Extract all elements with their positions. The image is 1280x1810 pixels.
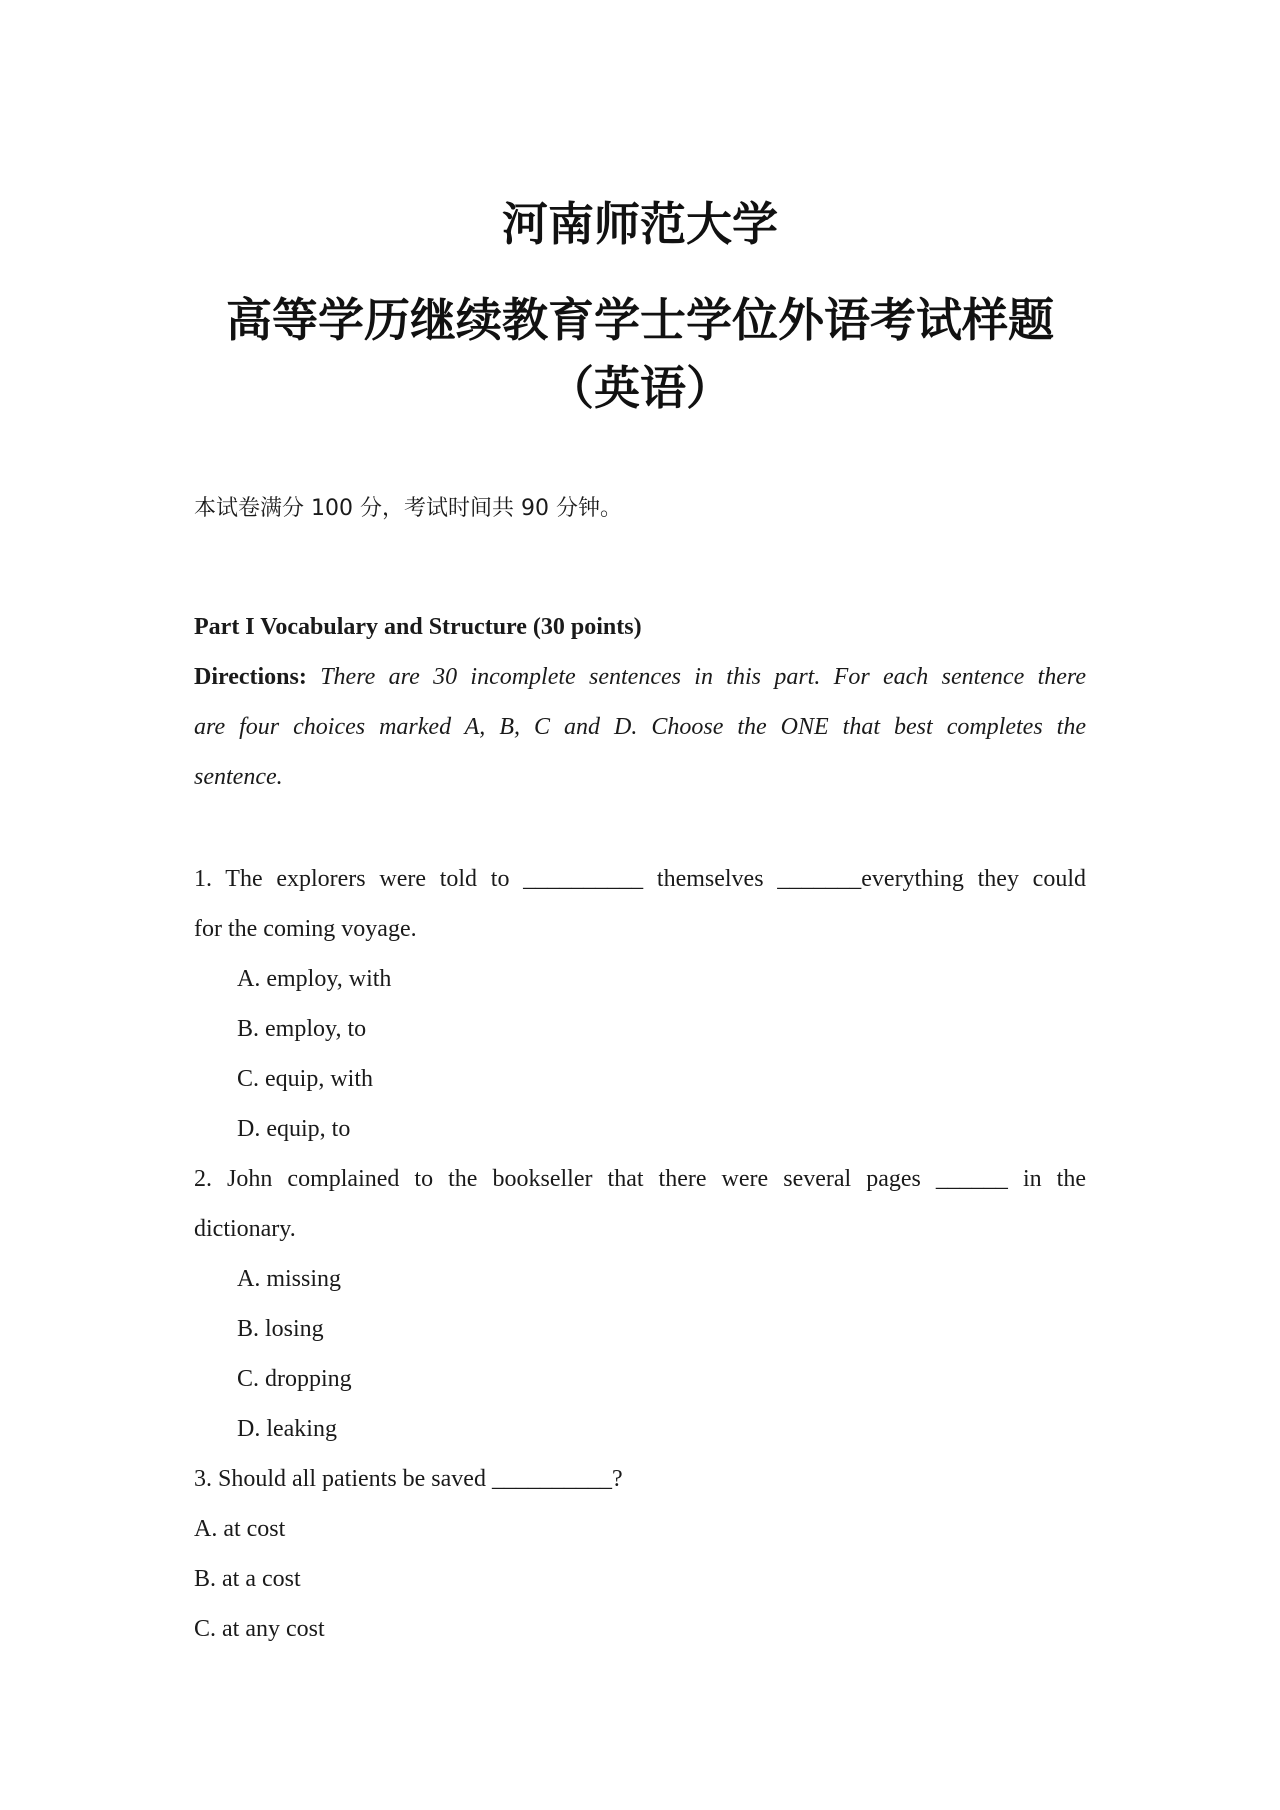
exam-intro: 本试卷满分 100 分，考试时间共 90 分钟。 [194,496,622,521]
directions-text-1: There are 30 incomplete sentences in this part. For each sentence there [306,664,1086,690]
question-1-option-c: C. equip, with [237,1066,373,1092]
directions-label: Directions: [194,664,307,690]
university-title: 河南师范大学 [502,197,778,251]
question-2-option-b: B. losing [237,1316,324,1342]
question-1-option-b: B. employ, to [237,1016,367,1042]
directions-line-1 [194,662,1086,692]
question-2-text: 2. John complained to the bookseller that there were several pages ______ in the [194,1166,1086,1192]
question-2-option-d: D. leaking [237,1416,337,1442]
language-subtitle: （英语） [548,361,732,415]
exam-title: 高等学历继续教育学士学位外语考试样题 [226,293,1054,347]
question-3-option-b: B. at a cost [194,1566,301,1592]
question-1-option-d: D. equip, to [237,1116,351,1142]
part-heading: Part I Vocabulary and Structure (30 points) [194,614,642,640]
question-1-text-cont: for the coming voyage. [194,916,417,942]
question-2-option-a: A. missing [237,1266,342,1292]
question-1-text: 1. The explorers were told to __________ themselves _______everything they could [194,866,1086,892]
question-3-text: 3. Should all patients be saved __________? [194,1466,623,1492]
directions-line-3: sentence. [194,764,283,790]
question-2-text-cont: dictionary. [194,1216,296,1242]
directions-line-2: are four choices marked A, B, C and D. Choose the ONE that best completes the [194,714,1086,740]
question-3-option-a: A. at cost [194,1516,286,1542]
question-1-option-a: A. employ, with [237,966,392,992]
question-2-option-c: C. dropping [237,1366,352,1392]
question-3-option-c: C. at any cost [194,1616,325,1642]
